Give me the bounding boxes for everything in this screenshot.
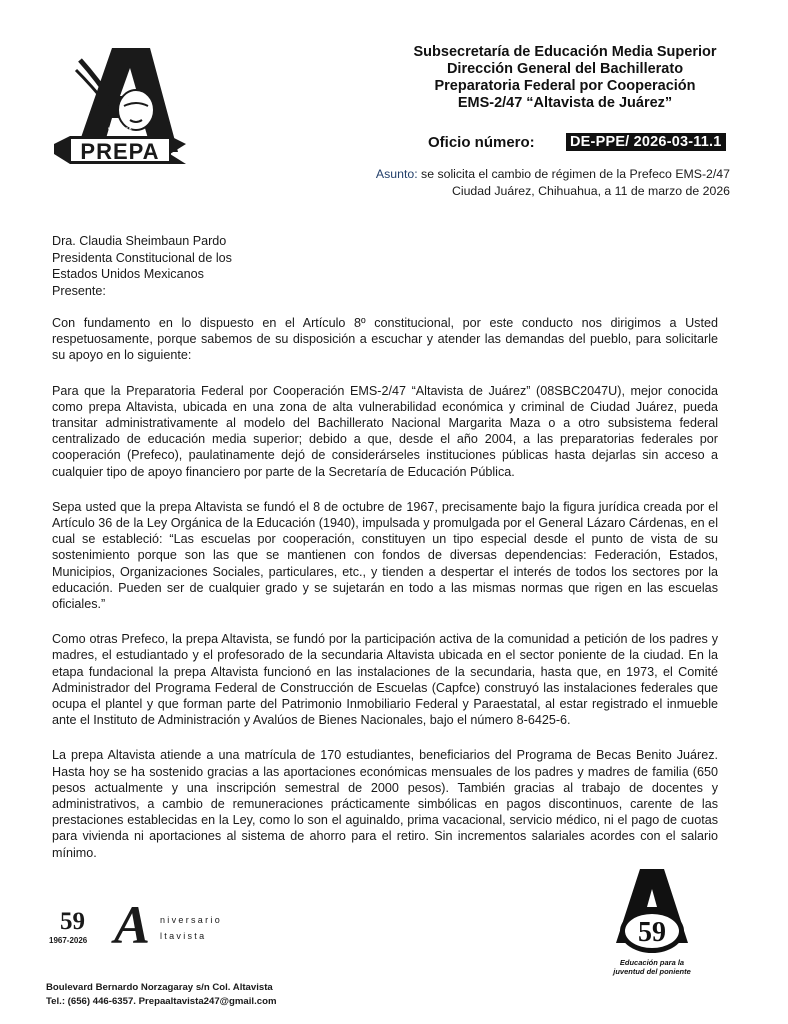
recipient-block <box>52 233 232 299</box>
contact-line: Tel.: (656) 446-6357. Prepaaltavista247@gmail.com <box>46 995 277 1007</box>
recipient-title-2: Estados Unidos Mexicanos <box>52 267 204 281</box>
header-line-4: EMS-2/47 “Altavista de Juárez” <box>457 95 673 111</box>
badge-number: 59 <box>638 917 666 948</box>
header-line-3: Preparatoria Federal por Cooperación <box>434 78 696 94</box>
recipient-closing: Presente: <box>52 283 106 298</box>
address-block <box>46 981 276 1008</box>
badge-slogan-2: juventud del poniente <box>613 967 691 976</box>
subject-label: Asunto: <box>375 167 418 181</box>
paragraph-4: Como otras Prefeco, la prepa Altavista, se fundó por la participación activa de la comunidad a petición de los padres y madres, el estudiantado y el profesorado de la secundaria Altavista ubicada en el sector poniente de la ciudad. En la etapa fundacional la prepa Altavista funcionó en las instalaciones de la secundaria, hasta que, en 1973, el Comité Administrador del Programa Federal de Construcción de Escuelas (Capfce) construyó las instalaciones federales que ocupa el plantel y que forman parte del Patrimonio Inmobiliario Federal y Paraestatal, al estar registrado el inmueble ante el Instituto de Administración y Avalúos de Bienes Nacionales, bajo el número 8-6425-6. <box>52 632 718 728</box>
anniversary-years: 1967-2026 <box>49 936 88 945</box>
subject-block <box>373 166 730 200</box>
badge-slogan-1: Educación para la <box>619 958 685 967</box>
anniversary-number: 59 <box>60 908 85 935</box>
letterhead <box>400 44 730 112</box>
place-date: Ciudad Juárez, Chihuahua, a 11 de marzo de 2026 <box>451 184 730 198</box>
paragraph-5: La prepa Altavista atiende a una matrícula de 170 estudiantes, beneficiarios del Programa de Becas Benito Juárez. Hasta hoy se ha sostenido gracias a las aportaciones económicas mensuales de los padres y madres de familia (650 pesos actualmente y una inscripción semestral de 2000 pesos). También gracias al trabajo de docentes y administrativos, a cambio de remuneraciones prácticamente simbólicas en pagos discontinuos, carente de las prestaciones establecidas en la Ley, como lo son el aguinaldo, prima vacacional, servicio médico, ni el pago de cuotas para vivienda ni aportaciones al sistema de ahorro para el retiro. Sin incrementos salariales acordes con el salario mínimo. <box>52 748 718 860</box>
paragraph-3: Sepa usted que la prepa Altavista se fundó el 8 de octubre de 1967, precisamente bajo la figura jurídica creada por el Artículo 36 de la Ley Orgánica de la Educación (1940), impulsada y promulgada por el General Lázaro Cárdenas, en el cual se estableció: “Las escuelas por cooperación, constituyen un tipo especial desde el punto de vista de su sostenimiento porque son las que se mantienen con fondos de diversas dependencias: Federación, Estados, Municipios, Organizaciones Sociales, particulares, etc., y tienden a despertar el interés de todos los sectores por la educación. Pueden ser de cualquier grado y se sujetarán en todo a las mismas normas que rigen en las escuelas oficiales.” <box>52 499 718 612</box>
logo-small-text: VISTA <box>107 126 133 136</box>
header-line-2: Dirección General del Bachillerato <box>446 61 684 77</box>
letter-body <box>52 315 718 880</box>
anniversary-words <box>160 912 222 944</box>
paragraph-2: Para que la Preparatoria Federal por Cooperación EMS-2/47 “Altavista de Juárez” (08SBC2047U), mejor conocida como prepa Altavista, ubicada en una zona de alta vulnerabilidad económica y criminal de Ciudad Juárez, pueda transitar administrativamente al modelo del Bachillerato Nacional Margarita Maza o a otro subsistema federal centralizado de educación media superior; debido a que, desde el año 2004, a las preparatorias federales por cooperación (Prefeco), paulatinamente dejó de considerárseles instituciones públicas hasta dejarlas sin acceso a cualquier tipo de apoyo financiero por parte de la Secretaría de Educación Pública. <box>52 383 718 479</box>
anniversary-word-1: niversario <box>160 915 223 925</box>
oficio-number: DE-PPE/ 2026-03-11.1 <box>566 133 726 151</box>
logo-banner-text: PREPA <box>80 139 160 164</box>
address-line: Boulevard Bernardo Norzagaray s/n Col. Altavista <box>46 982 273 993</box>
subject-text: se solicita el cambio de régimen de la Prefeco EMS-2/47 <box>421 167 730 181</box>
school-logo <box>50 40 190 175</box>
oficio-label: Oficio número: <box>428 134 535 151</box>
anniversary-letter: A <box>114 895 151 955</box>
anniversary-word-2: ltavista <box>160 931 207 941</box>
anniversary-badge <box>602 865 702 983</box>
recipient-title-1: Presidenta Constitucional de los <box>52 250 232 265</box>
recipient-name: Dra. Claudia Sheimbaun Pardo <box>52 234 227 248</box>
header-line-1: Subsecretaría de Educación Media Superior <box>413 44 717 60</box>
paragraph-1: Con fundamento en lo dispuesto en el Artículo 8º constitucional, por este conducto nos dirigimos a Usted respetuosamente, porque sabemos de su disposición a escuchar y atender las demandas del pueblo, para solicitarle su apoyo en lo siguiente: <box>52 316 718 363</box>
